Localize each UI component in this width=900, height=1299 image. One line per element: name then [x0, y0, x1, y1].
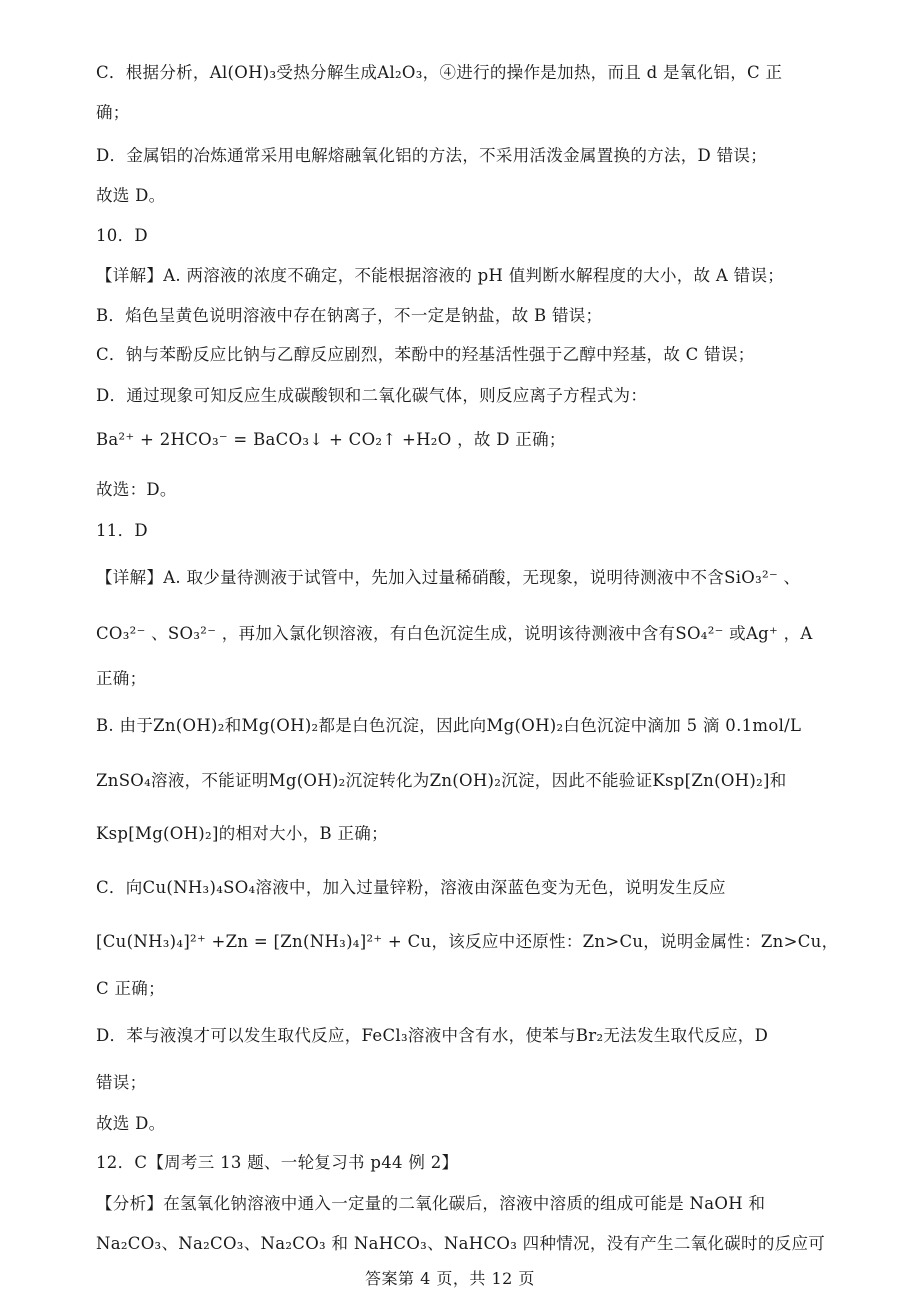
text-line: 正确； [96, 669, 147, 688]
text-line: 【详解】A. 取少量待测液于试管中，先加入过量稀硝酸，无现象，说明待测液中不含SiO₃²⁻ 、 [96, 568, 801, 587]
text-line: 故选 D。 [96, 1114, 166, 1133]
text-line: C．根据分析，Al(OH)₃受热分解生成Al₂O₃，④进行的操作是加热，而且 d 是氧化铝，C 正 [96, 63, 783, 82]
text-line: C．向Cu(NH₃)₄SO₄溶液中，加入过量锌粉，溶液由深蓝色变为无色，说明发生反应 [96, 878, 726, 897]
text-line: 错误； [96, 1073, 147, 1092]
text-line: ZnSO₄溶液，不能证明Mg(OH)₂沉淀转化为Zn(OH)₂沉淀，因此不能验证Ksp[Zn(OH)₂]和 [96, 771, 787, 790]
equation-line: [Cu(NH₃)₄]²⁺ +Zn = [Zn(NH₃)₄]²⁺ + Cu，该反应中还原性：Zn>Cu，说明金属性：Zn>Cu， [96, 932, 839, 951]
text-line: Na₂CO₃、Na₂CO₃、Na₂CO₃ 和 NaHCO₃、NaHCO₃ 四种情况，没有产生二氧化碳时的反应可 [96, 1234, 826, 1253]
text-line: 故选：D。 [96, 480, 177, 499]
question-number: 12．C【周考三 13 题、一轮复习书 p44 例 2】 [96, 1153, 459, 1172]
text-line: Ksp[Mg(OH)₂]的相对大小，B 正确； [96, 824, 388, 843]
page-footer: 答案第 4 页，共 12 页 [365, 1269, 535, 1288]
text-line: CO₃²⁻ 、SO₃²⁻ ，再加入氯化钡溶液，有白色沉淀生成，说明该待测液中含有SO₄²⁻ 或Ag⁺ ，A [96, 624, 813, 643]
text-line: C 正确； [96, 979, 165, 998]
text-line: D．通过现象可知反应生成碳酸钡和二氧化碳气体，则反应离子方程式为： [96, 386, 648, 405]
text-line: D．金属铝的冶炼通常采用电解熔融氧化铝的方法，不采用活泼金属置换的方法，D 错误； [96, 146, 768, 165]
text-line: 【分析】在氢氧化钠溶液中通入一定量的二氧化碳后，溶液中溶质的组成可能是 NaOH 和 [96, 1194, 766, 1213]
text-line: 确； [96, 103, 130, 122]
equation-line: Ba²⁺ + 2HCO₃⁻ = BaCO₃↓ + CO₂↑ +H₂O ，故 D 正确； [96, 430, 566, 449]
text-line: D．苯与液溴才可以发生取代反应，FeCl₃溶液中含有水，使苯与Br₂无法发生取代反应，D [96, 1026, 769, 1045]
text-line: 【详解】A. 两溶液的浓度不确定，不能根据溶液的 pH 值判断水解程度的大小，故 A 错误； [96, 266, 785, 285]
text-line: B. 由于Zn(OH)₂和Mg(OH)₂都是白色沉淀，因此向Mg(OH)₂白色沉淀中滴加 5 滴 0.1mol/L [96, 716, 802, 735]
question-number: 11．D [96, 521, 148, 540]
text-line: 故选 D。 [96, 186, 166, 205]
text-line: C．钠与苯酚反应比钠与乙醇反应剧烈，苯酚中的羟基活性强于乙醇中羟基，故 C 错误； [96, 345, 755, 364]
question-number: 10．D [96, 226, 148, 245]
text-line: B．焰色呈黄色说明溶液中存在钠离子，不一定是钠盐，故 B 错误； [96, 306, 603, 325]
